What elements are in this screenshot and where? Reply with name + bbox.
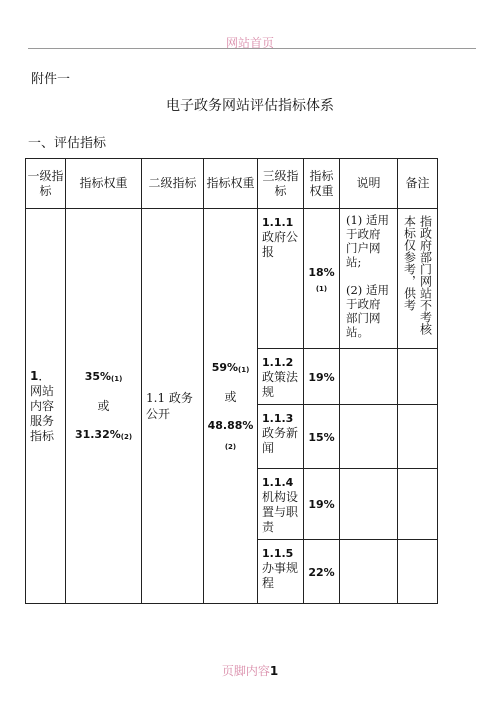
l3-code: 1.1.3 (262, 412, 294, 425)
header-level1-weight: 指标权重 (66, 159, 142, 209)
header-level3: 三级指标 (258, 159, 304, 209)
l1-code: 1 (30, 368, 39, 383)
table-row (26, 209, 438, 349)
description-cell (340, 209, 398, 349)
l3-name-cell (258, 540, 304, 604)
evaluation-index-table (25, 158, 438, 604)
description-cell (340, 405, 398, 469)
l1-weight-a: 35% (84, 370, 112, 383)
l3-name: 政策法规 (262, 370, 299, 399)
description-cell (340, 349, 398, 405)
section-heading: 一、评估指标 (28, 136, 107, 151)
l2-weight-b: 48.88% (207, 418, 254, 432)
l3-weight-cell (304, 540, 340, 604)
remark-cell (398, 469, 438, 540)
remark-text (402, 215, 434, 345)
l3-weight-cell (304, 209, 340, 349)
l1-name: ．网站内容服务指标 (30, 368, 55, 443)
remark-cell (398, 349, 438, 405)
l2-or: 或 (224, 389, 237, 404)
header-level2: 二级指标 (142, 159, 204, 209)
l2-weight-cell (204, 209, 258, 604)
l3-weight-cell (304, 469, 340, 540)
description-cell (340, 469, 398, 540)
l3-weight: 19% (308, 498, 335, 511)
header-home-link[interactable]: 网站首页 (225, 36, 274, 50)
header-divider (28, 48, 476, 49)
description-item-1: (1) 适用于政府门户网站; (346, 213, 389, 269)
page-footer (0, 662, 500, 679)
remark-col1: 指政府部门网站不考核 (418, 215, 433, 335)
l3-name: 办事规程 (262, 561, 299, 590)
l2-weight-b-note: (2) (224, 442, 237, 451)
l3-name: 机构设置与职责 (262, 490, 299, 534)
l3-code: 1.1.5 (262, 547, 294, 560)
l3-name-cell (258, 405, 304, 469)
remark-cell (398, 209, 438, 349)
l3-name-cell (258, 349, 304, 405)
l3-weight: 22% (308, 565, 335, 579)
header-remark: 备注 (398, 159, 438, 209)
remark-cell (398, 405, 438, 469)
header-level1: 一级指标 (26, 159, 66, 209)
description-item-2: (2) 适用于政府部门网站。 (346, 283, 389, 339)
l3-weight-note: (1) (315, 284, 328, 293)
l3-name-cell (258, 469, 304, 540)
l1-weight-b-note: (2) (120, 433, 133, 441)
l3-weight: 15% (308, 430, 335, 444)
l3-name-cell (258, 209, 304, 349)
header-level3-weight: 指标权重 (304, 159, 340, 209)
remark-cell (398, 540, 438, 604)
l2-name: 1.1 政务公开 (146, 391, 193, 421)
l3-name: 政务新闻 (262, 426, 299, 455)
l3-weight-cell (304, 349, 340, 405)
l3-weight: 18% (308, 265, 335, 279)
l3-weight: 19% (308, 370, 335, 384)
description-cell (340, 540, 398, 604)
l1-or: 或 (97, 399, 110, 413)
attachment-label: 附件一 (31, 72, 71, 87)
header-level2-weight: 指标权重 (204, 159, 258, 209)
l2-weight-a-note: (1) (238, 365, 250, 374)
table-header-row (26, 159, 438, 209)
footer-text: 页脚内容 (221, 664, 270, 678)
l3-code: 1.1.2 (262, 356, 294, 369)
l3-code: 1.1.1 (262, 216, 294, 229)
l2-weight-a: 59% (211, 360, 239, 374)
l1-weight-cell (66, 209, 142, 604)
l3-code: 1.1.4 (262, 476, 294, 489)
l3-name: 政府公报 (262, 230, 299, 259)
page-number: 1 (269, 664, 279, 678)
remark-col2: 本标仅参考，供考 (402, 215, 417, 311)
l3-weight-cell (304, 405, 340, 469)
l1-name-cell (26, 209, 66, 604)
l1-weight-a-note: (1) (111, 375, 123, 383)
l1-weight-b: 31.32% (74, 428, 121, 441)
document-title: 电子政务网站评估指标体系 (166, 98, 334, 114)
l2-name-cell (142, 209, 204, 604)
header-description: 说明 (340, 159, 398, 209)
